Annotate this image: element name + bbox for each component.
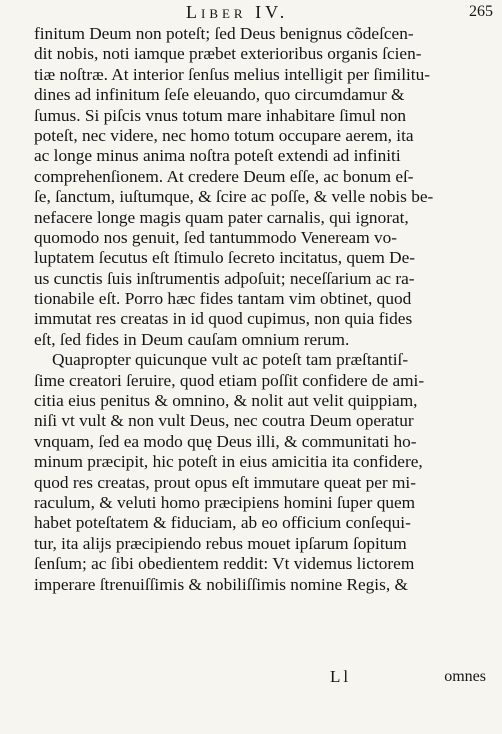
text-line: tionabile eſt. Porro hæc fides tantam vim obtinet, quod	[34, 289, 412, 309]
text-line: ſenſum; ac ſibi obedientem reddit: Vt videmus lictorem	[34, 554, 415, 574]
page-footer	[0, 667, 502, 689]
text-line: luptatem ſecutus eſt ſtimulo ſecreto incitatus, quem De-	[34, 248, 416, 268]
text-line: vnquam, ſed ea modo quę Deus illi, & communitati ho-	[34, 431, 417, 451]
text-line: us cunctis ſuis inſtrumentis adpoſuit; neceſſarium ac ra-	[34, 268, 415, 288]
text-line: dines ad infinitum ſeſe eleuando, quo circumdamur &	[34, 85, 405, 105]
text-line: immutat res creatas in id quod cupimus, non quia fides	[34, 309, 413, 329]
body-text	[34, 24, 488, 595]
text-line: niſi vt vult & non vult Deus, nec coutra Deum operatur	[34, 411, 414, 431]
text-line: poteſt, nec videre, nec homo totum occupare aerem, ita	[34, 125, 414, 145]
paragraph-first-line: Quapropter quicunque vult ac poteſt tam præſtantiſ-	[52, 350, 409, 370]
text-line: finitum Deum non poteſt; ſed Deus benignus cõdeſcen-	[34, 24, 414, 43]
catchword: omnes	[444, 668, 486, 685]
text-line: ſumus. Si piſcis vnus totum mare inhabitare ſimul non	[34, 105, 406, 125]
text-line: ſime creatori ſeruire, quod etiam poſſit confidere de ami-	[34, 370, 425, 390]
text-line: quod res creatas, prout opus eſt immutare queat per mi-	[34, 472, 416, 492]
text-line: minum præcipit, hic poteſt in eius amicitia ita confidere,	[34, 452, 423, 472]
text-line: nefacere longe magis quam pater carnalis, qui ignorat,	[34, 207, 409, 227]
text-line: raculum, & veluti homo præcipiens homini ſuper quem	[34, 492, 416, 512]
text-line: eſt, ſed fides in Deum cauſam omnium rerum.	[34, 329, 350, 349]
page-number: 265	[469, 3, 493, 20]
text-line: imperare ſtrenuiſſimis & nobiliſſimis nomine Regis, &	[34, 574, 408, 594]
text-line: tiæ noſtræ. At interior ſenſus melius intelligit per ſimilitu-	[34, 64, 431, 84]
running-title: Liber IV.	[186, 2, 289, 22]
text-line: habet poteſtatem & fiduciam, ab eo officium conſequi-	[34, 513, 411, 533]
text-line: quomodo nos genuit, ſed tantummodo Veneream vo-	[34, 227, 398, 247]
text-line: ac longe minus anima noſtra poteſt extendi ad infiniti	[34, 146, 401, 166]
text-line: comprehenſionem. At credere Deum eſſe, ac bonum eſ-	[34, 166, 414, 186]
signature-mark: Ll	[330, 667, 352, 686]
text-line: citia eius penitus & omnino, & nolit aut velit quippiam,	[34, 391, 418, 411]
text-line: dit nobis, noti iamque præbet exterioribus organis ſcien-	[34, 44, 422, 64]
page-header	[0, 2, 502, 22]
text-line: tur, ita alijs præcipiendo rebus mouet ipſarum ſopitum	[34, 533, 407, 553]
text-line: ſe, ſanctum, iuſtumque, & ſcire ac poſſe, & velle nobis be-	[34, 187, 434, 207]
